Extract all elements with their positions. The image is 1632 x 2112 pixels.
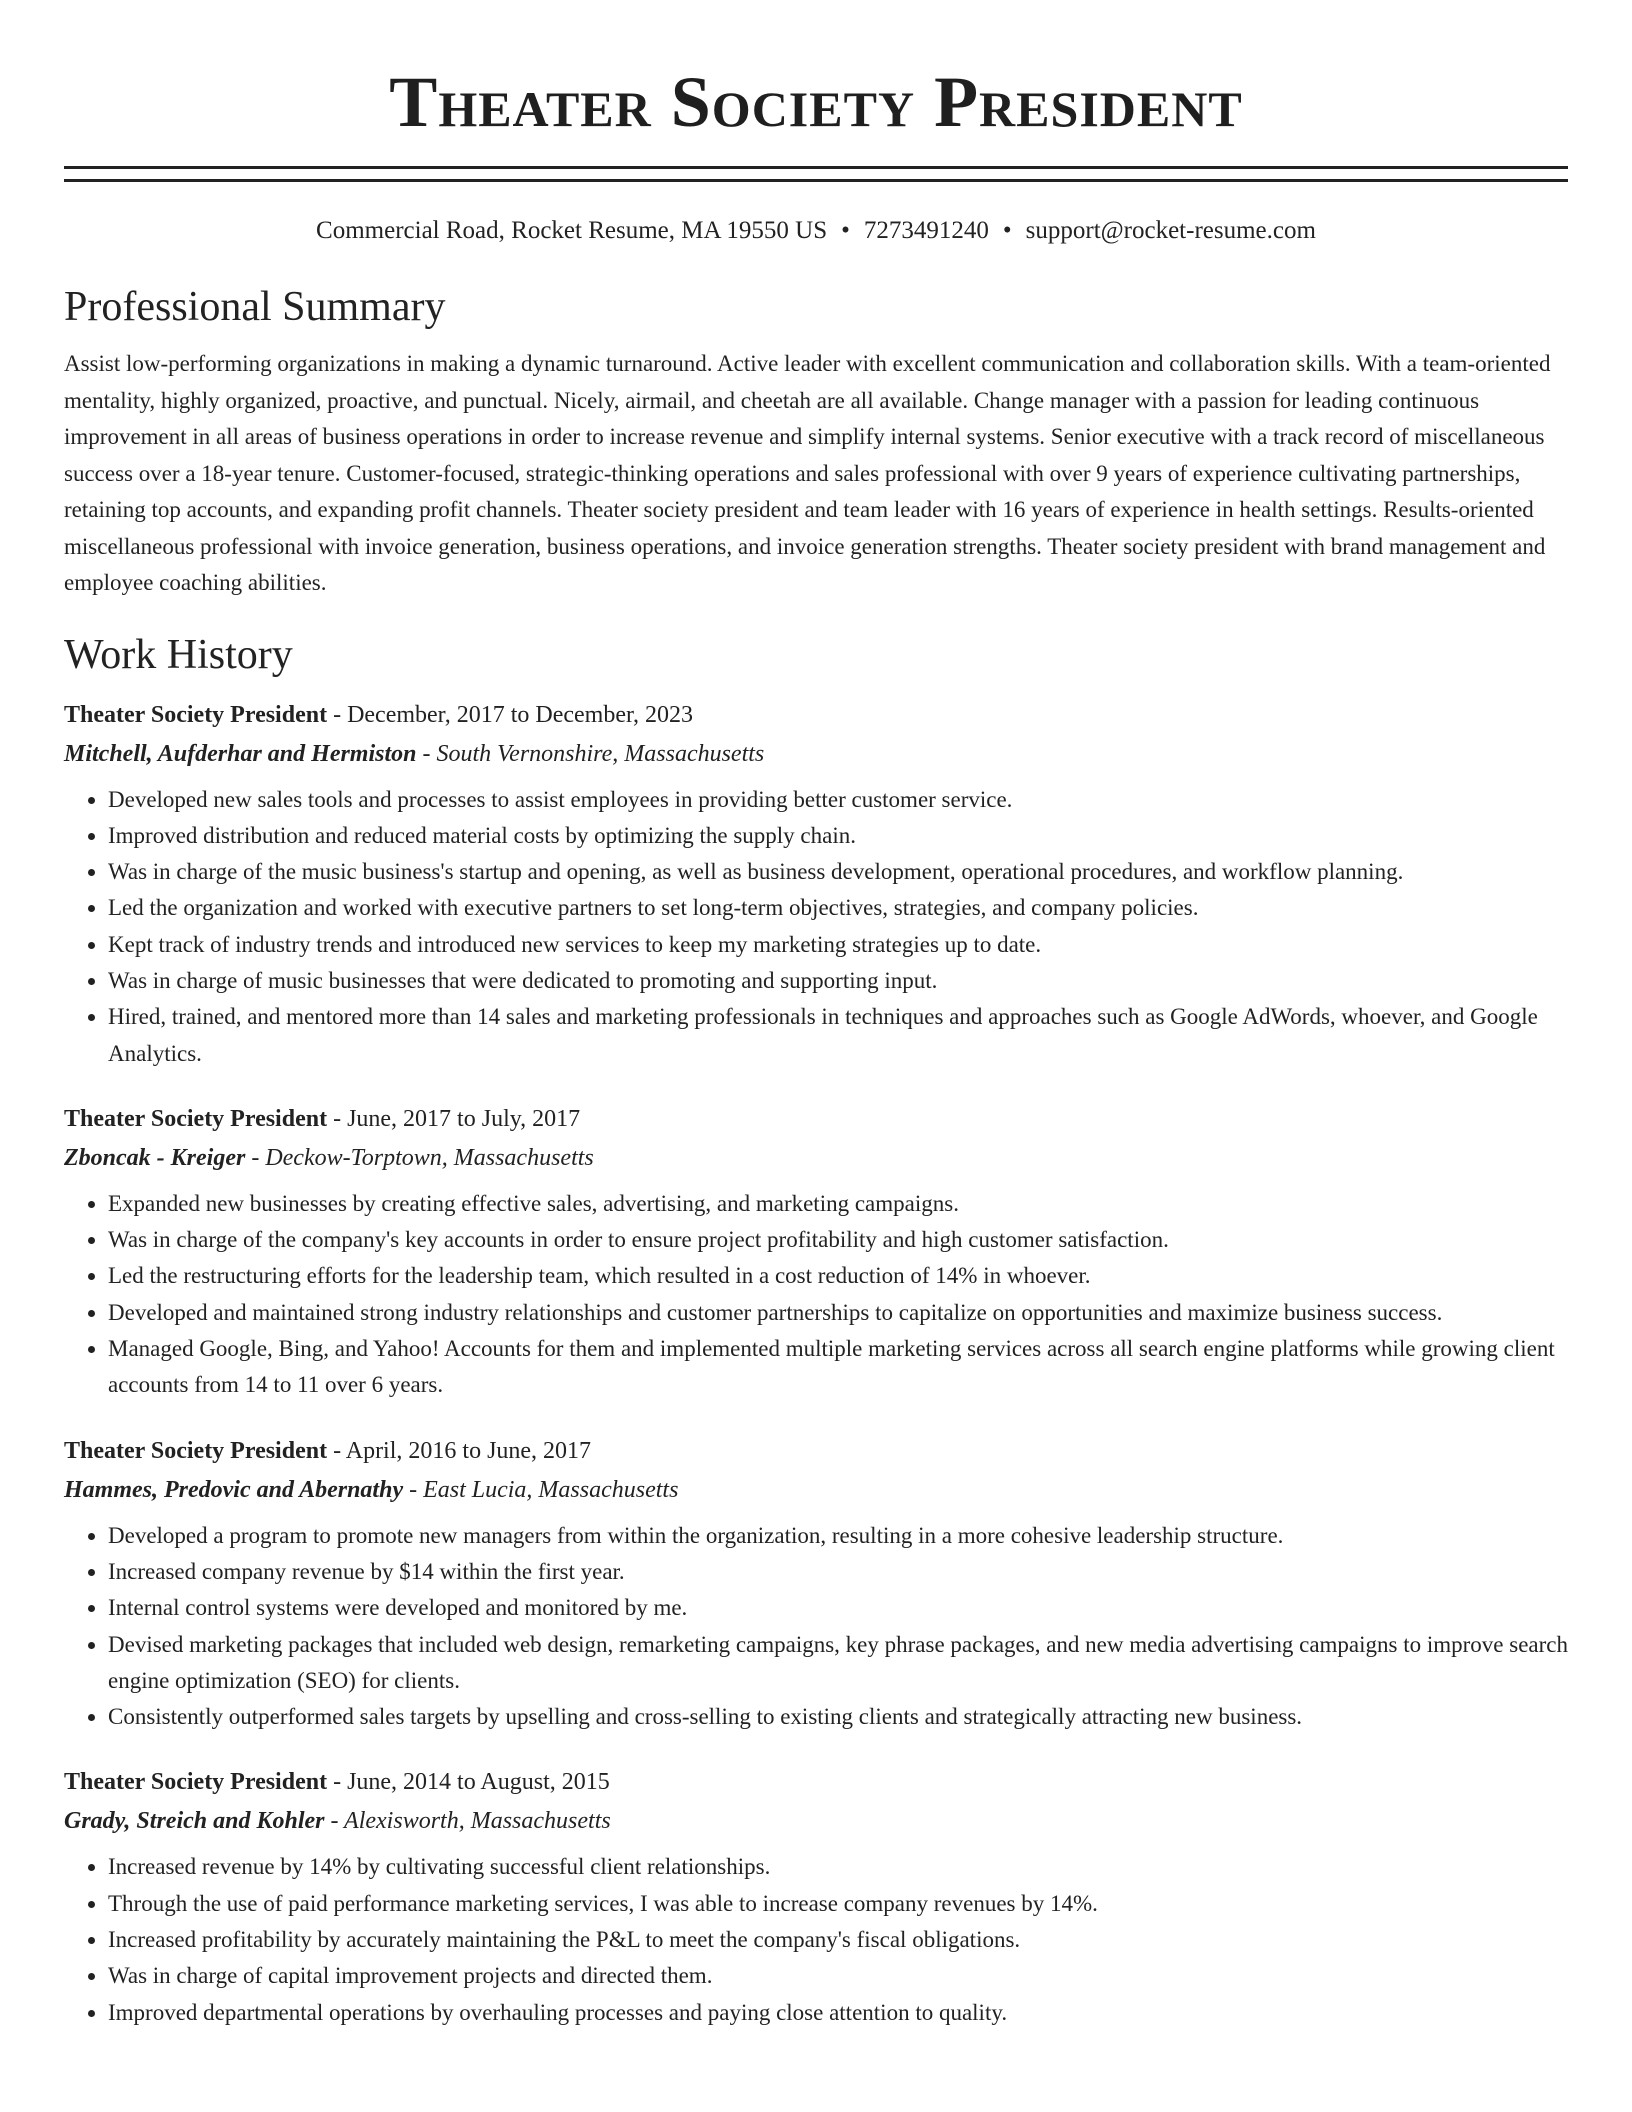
job-header: Theater Society President - June, 2014 to August, 2015 <box>64 1769 610 1796</box>
contact-separator: • <box>1002 217 1012 244</box>
contact-separator: • <box>841 217 850 244</box>
job-bullet: • Consistently outperformed sales targets by upselling and cross-selling to existing clients and strategically attracting new business. <box>108 1699 1568 1735</box>
job-entry <box>64 696 1568 1072</box>
job-bullet: • Was in charge of capital improvement projects and directed them. <box>108 1958 1568 1994</box>
job-location: South Vernonshire, Massachusetts <box>436 740 765 767</box>
job-company: Zboncak - Kreiger <box>64 1144 246 1171</box>
job-bullets <box>64 782 1568 1072</box>
job-bullet: • Increased profitability by accurately maintaining the P&L to meet the company's fiscal obligations. <box>108 1922 1568 1958</box>
job-dates: June, 2014 to August, 2015 <box>347 1769 610 1796</box>
resume-name: Theater Society President <box>389 62 1243 142</box>
job-bullet: • Managed Google, Bing, and Yahoo! Accounts for them and implemented multiple marketing services across all search engine platforms while growing client accounts from 14 to 11 over 6 years. <box>108 1331 1568 1404</box>
work-history-heading: Work History <box>64 631 293 678</box>
job-bullet: • Kept track of industry trends and introduced new services to keep my marketing strategies up to date. <box>108 927 1568 963</box>
job-bullet: • Developed and maintained strong industry relationships and customer partnerships to capitalize on opportunities and maximize business success. <box>108 1295 1568 1331</box>
job-employer: Grady, Streich and Kohler - Alexisworth, Massachusetts <box>64 1808 611 1835</box>
summary-text: Assist low-performing organizations in making a dynamic turnaround. Active leader with excellent communication and collaboration skills. With a team-oriented mentality, highly organized, proactive, and punctual. Nicely, airmail, and cheetah are all available. Change manager with a passion for leading continuous improvement in all areas of business operations in order to increase revenue and simplify internal systems. Senior executive with a track record of miscellaneous success over a 18-year tenure. Customer-focused, strategic-thinking operations and sales professional with over 9 years of experience cultivating partnerships, retaining top accounts, and expanding profit channels. Theater society president and team leader with 16 years of experience in health settings. Results-oriented miscellaneous professional with invoice generation, business operations, and invoice generation strengths. Theater society president with brand management and employee coaching abilities. <box>64 351 1551 595</box>
job-bullet: • Hired, trained, and mentored more than 14 sales and marketing professionals in techniques and approaches such as Google AdWords, whoever, and Google Analytics. <box>108 999 1568 1072</box>
job-bullet: • Through the use of paid performance marketing services, I was able to increase company revenues by 14%. <box>108 1886 1568 1922</box>
job-role: Theater Society President <box>64 701 328 728</box>
job-bullet: • Devised marketing packages that included web design, remarketing campaigns, key phrase packages, and new media advertising campaigns to improve search engine optimization (SEO) for clients. <box>108 1627 1568 1700</box>
contact-email: support@rocket-resume.com <box>1025 217 1316 244</box>
job-bullet: • Improved distribution and reduced material costs by optimizing the supply chain. <box>108 818 1568 854</box>
job-company: Hammes, Predovic and Abernathy <box>64 1476 404 1503</box>
job-entry <box>64 1100 1568 1404</box>
job-dates: December, 2017 to December, 2023 <box>347 701 694 728</box>
contact-line <box>64 216 1568 246</box>
job-location: Deckow-Torptown, Massachusetts <box>265 1144 594 1171</box>
job-bullet: • Expanded new businesses by creating effective sales, advertising, and marketing campaigns. <box>108 1186 1568 1222</box>
job-bullet: • Was in charge of the music business's startup and opening, as well as business development, operational procedures, and workflow planning. <box>108 854 1568 890</box>
job-bullets <box>64 1849 1568 2030</box>
job-bullet: • Developed new sales tools and processes to assist employees in providing better customer service. <box>108 782 1568 818</box>
job-bullets <box>64 1186 1568 1404</box>
job-bullet: • Improved departmental operations by overhauling processes and paying close attention to quality. <box>108 1995 1568 2031</box>
job-location: East Lucia, Massachusetts <box>423 1476 679 1503</box>
job-role: Theater Society President <box>64 1105 328 1132</box>
job-role: Theater Society President <box>64 1437 328 1464</box>
job-bullet: • Led the restructuring efforts for the leadership team, which resulted in a cost reduction of 14% in whoever. <box>108 1258 1568 1294</box>
job-company: Grady, Streich and Kohler <box>64 1808 325 1835</box>
job-header: Theater Society President - December, 2017 to December, 2023 <box>64 701 694 728</box>
job-bullets <box>64 1518 1568 1736</box>
contact-phone: 7273491240 <box>863 217 989 244</box>
job-bullet: • Was in charge of music businesses that were dedicated to promoting and supporting input. <box>108 963 1568 999</box>
job-company: Mitchell, Aufderhar and Hermiston <box>64 740 417 767</box>
job-bullet: • Internal control systems were developed and monitored by me. <box>108 1590 1568 1626</box>
job-employer: Zboncak - Kreiger - Deckow-Torptown, Massachusetts <box>64 1144 594 1171</box>
job-entry <box>64 1432 1568 1736</box>
job-bullet: • Increased company revenue by $14 within the first year. <box>108 1554 1568 1590</box>
job-bullet: • Was in charge of the company's key accounts in order to ensure project profitability and high customer satisfaction. <box>108 1222 1568 1258</box>
job-bullet: • Increased revenue by 14% by cultivating successful client relationships. <box>108 1849 1568 1885</box>
job-employer: Mitchell, Aufderhar and Hermiston - South Vernonshire, Massachusetts <box>64 740 765 767</box>
job-entry <box>64 1763 1568 2030</box>
job-bullet: • Led the organization and worked with executive partners to set long-term objectives, strategies, and company policies. <box>108 890 1568 926</box>
job-bullet: • Developed a program to promote new managers from within the organization, resulting in a more cohesive leadership structure. <box>108 1518 1568 1554</box>
summary-heading: Professional Summary <box>64 284 446 330</box>
job-header: Theater Society President - April, 2016 to June, 2017 <box>64 1437 592 1464</box>
job-dates: April, 2016 to June, 2017 <box>345 1437 592 1464</box>
contact-address: Commercial Road, Rocket Resume, MA 19550 US <box>316 217 828 244</box>
job-location: Alexisworth, Massachusetts <box>344 1808 611 1835</box>
job-employer: Hammes, Predovic and Abernathy - East Lucia, Massachusetts <box>64 1476 679 1503</box>
header-double-rule <box>64 166 1568 182</box>
job-role: Theater Society President <box>64 1769 328 1796</box>
job-dates: June, 2017 to July, 2017 <box>347 1105 581 1132</box>
job-header: Theater Society President - June, 2017 to July, 2017 <box>64 1105 581 1132</box>
